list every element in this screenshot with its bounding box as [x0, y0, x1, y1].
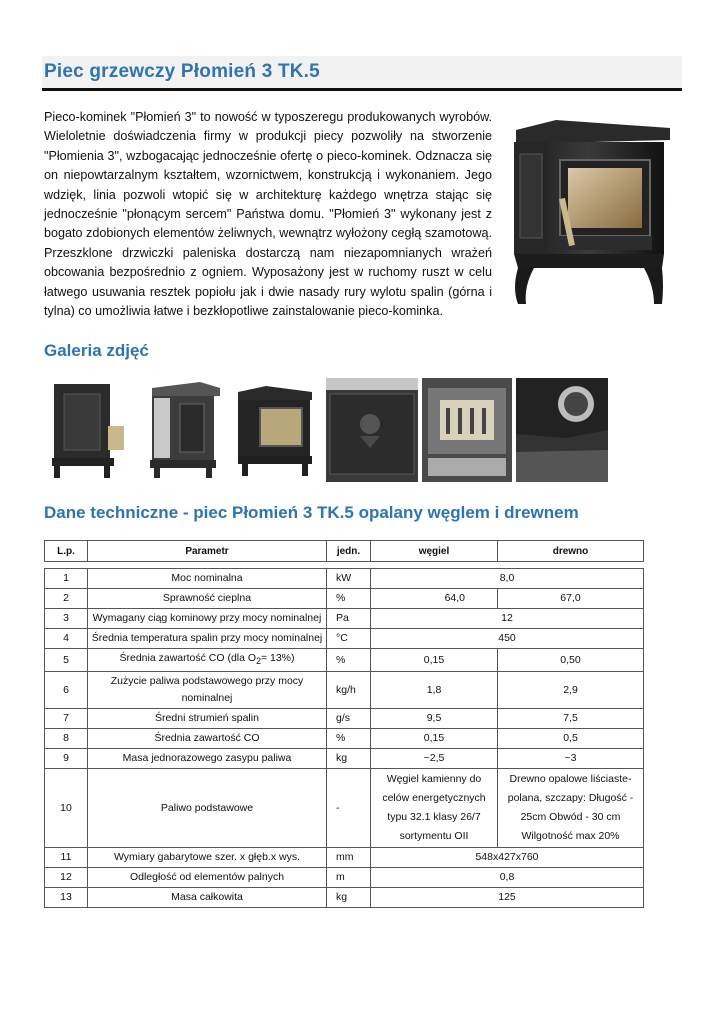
gallery-photo-3[interactable] [232, 378, 318, 482]
row-param [88, 649, 327, 672]
title-bar [42, 56, 682, 91]
row-unit: kg [327, 888, 371, 908]
gallery-photo-2[interactable] [140, 378, 226, 482]
row-param: Średni strumień spalin [88, 709, 327, 729]
stove-main-image [504, 118, 674, 310]
table-row [45, 589, 644, 609]
row-param: Paliwo podstawowe [88, 769, 327, 848]
row-coal: 1,8 [371, 672, 498, 709]
row-wood: 7,5 [498, 709, 644, 729]
row-unit: % [327, 589, 371, 609]
row-param: Średnia zawartość CO [88, 729, 327, 749]
table-row [45, 749, 644, 769]
row-lp: 6 [45, 672, 88, 709]
row-unit: Pa [327, 609, 371, 629]
tech-spec-table [44, 540, 644, 908]
row-unit: - [327, 769, 371, 848]
param-subscript: 2 [256, 656, 261, 667]
table-row [45, 729, 644, 749]
row-coal: 0,15 [371, 649, 498, 672]
header-param: Parametr [88, 541, 327, 562]
row-param: Odległość od elementów palnych [88, 868, 327, 888]
row-value: 12 [371, 609, 644, 629]
table-row [45, 609, 644, 629]
row-value: 548x427x760 [371, 848, 644, 868]
table-row [45, 848, 644, 868]
row-param: Wymiary gabarytowe szer. x głęb.x wys. [88, 848, 327, 868]
row-param: Wymagany ciąg kominowy przy mocy nominalnej [88, 609, 327, 629]
header-unit: jedn. [327, 541, 371, 562]
row-coal: 9,5 [371, 709, 498, 729]
param-text: Średnia zawartość CO (dla O [119, 652, 257, 664]
row-coal: 0,15 [371, 729, 498, 749]
gallery-photo-6[interactable] [516, 378, 608, 482]
row-param: Sprawność cieplna [88, 589, 327, 609]
header-lp: L.p. [45, 541, 88, 562]
row-unit: kg [327, 749, 371, 769]
row-unit: % [327, 649, 371, 672]
row-unit: kW [327, 569, 371, 589]
row-lp: 2 [45, 589, 88, 609]
gallery-title: Galeria zdjęć [44, 341, 149, 360]
table-row [45, 672, 644, 709]
row-wood: ~3 [498, 749, 644, 769]
photo-gallery [44, 378, 608, 482]
row-lp: 11 [45, 848, 88, 868]
row-lp: 7 [45, 709, 88, 729]
row-wood: 0,50 [498, 649, 644, 672]
header-coal: węgiel [371, 541, 498, 562]
row-lp: 1 [45, 569, 88, 589]
row-wood: 67,0 [498, 589, 644, 609]
row-lp: 3 [45, 609, 88, 629]
row-param: Masa jednorazowego zasypu paliwa [88, 749, 327, 769]
row-value: 125 [371, 888, 644, 908]
row-coal: 64,0 [371, 589, 498, 609]
param-text: = 13%) [260, 652, 295, 664]
row-param: Masa całkowita [88, 888, 327, 908]
row-param: Moc nominalna [88, 569, 327, 589]
row-coal: ~2,5 [371, 749, 498, 769]
table-header-row [45, 541, 644, 562]
table-row [45, 769, 644, 848]
row-lp: 10 [45, 769, 88, 848]
row-lp: 4 [45, 629, 88, 649]
row-unit: % [327, 729, 371, 749]
row-value: 450 [371, 629, 644, 649]
table-row [45, 569, 644, 589]
tech-data-title: Dane techniczne - piec Płomień 3 TK.5 opalany węglem i drewnem [44, 503, 579, 522]
page-title: Piec grzewczy Płomień 3 TK.5 [44, 61, 320, 82]
row-lp: 12 [45, 868, 88, 888]
gallery-photo-5[interactable] [422, 378, 512, 482]
row-value: 0,8 [371, 868, 644, 888]
row-coal: Węgiel kamienny do celów energetycznych typu 32.1 klasy 26/7 sortymentu OII [371, 769, 498, 848]
table-row [45, 629, 644, 649]
row-param: Zużycie paliwa podstawowego przy mocy nominalnej [88, 672, 327, 709]
row-lp: 13 [45, 888, 88, 908]
row-wood: Drewno opalowe liściaste-polana, szczapy: Długość - 25cm Obwód - 30 cm Wilgotność max 20% [498, 769, 644, 848]
row-unit: g/s [327, 709, 371, 729]
table-row [45, 868, 644, 888]
row-unit: mm [327, 848, 371, 868]
row-lp: 9 [45, 749, 88, 769]
intro-paragraph: Pieco-kominek "Płomień 3" to nowość w typoszeregu produkowanych wyrobów. Wieloletnie doświadczenia firmy w produkcji piecy pozwoliły na stworzenie "Płomienia 3", wzbogacając jednocześnie ofertę o pieco-kominek. Odznacza się on niepowtarzalnym kształtem, wzornictwem, konstrukcją i wykonaniem. Jego wdzięk, linia pozwoli wtopić się w architekturę każdego wnętrza stając się jednocześnie "płonącym sercem" Państwa domu. "Płomień 3" wykonany jest z bogato zdobionych elementów żeliwnych, wewnątrz wyłożony cegłą szamotową. Przeszklone drzwiczki paleniska dostarczą nam niezapomnianych wrażeń obcowania bezpośrednio z ogniem. Wyposażony jest w ruchomy ruszt w celu łatwego usuwania resztek popiołu jak i dwie nasady rury wylotu spalin (górna i tylna) co umożliwia łatwe i bezkłopotliwe zainstalowanie pieco-kominka. [44, 110, 493, 319]
row-wood: 0,5 [498, 729, 644, 749]
row-value: 8,0 [371, 569, 644, 589]
table-row [45, 649, 644, 672]
gallery-photo-1[interactable] [44, 378, 132, 482]
row-unit: m [327, 868, 371, 888]
table-spacer [45, 562, 644, 569]
header-wood: drewno [498, 541, 644, 562]
row-unit: °C [327, 629, 371, 649]
row-lp: 5 [45, 649, 88, 672]
gallery-photo-4[interactable] [326, 378, 418, 482]
row-unit: kg/h [327, 672, 371, 709]
table-row [45, 709, 644, 729]
row-lp: 8 [45, 729, 88, 749]
row-wood: 2,9 [498, 672, 644, 709]
row-param: Średnia temperatura spalin przy mocy nominalnej [88, 629, 327, 649]
table-row [45, 888, 644, 908]
